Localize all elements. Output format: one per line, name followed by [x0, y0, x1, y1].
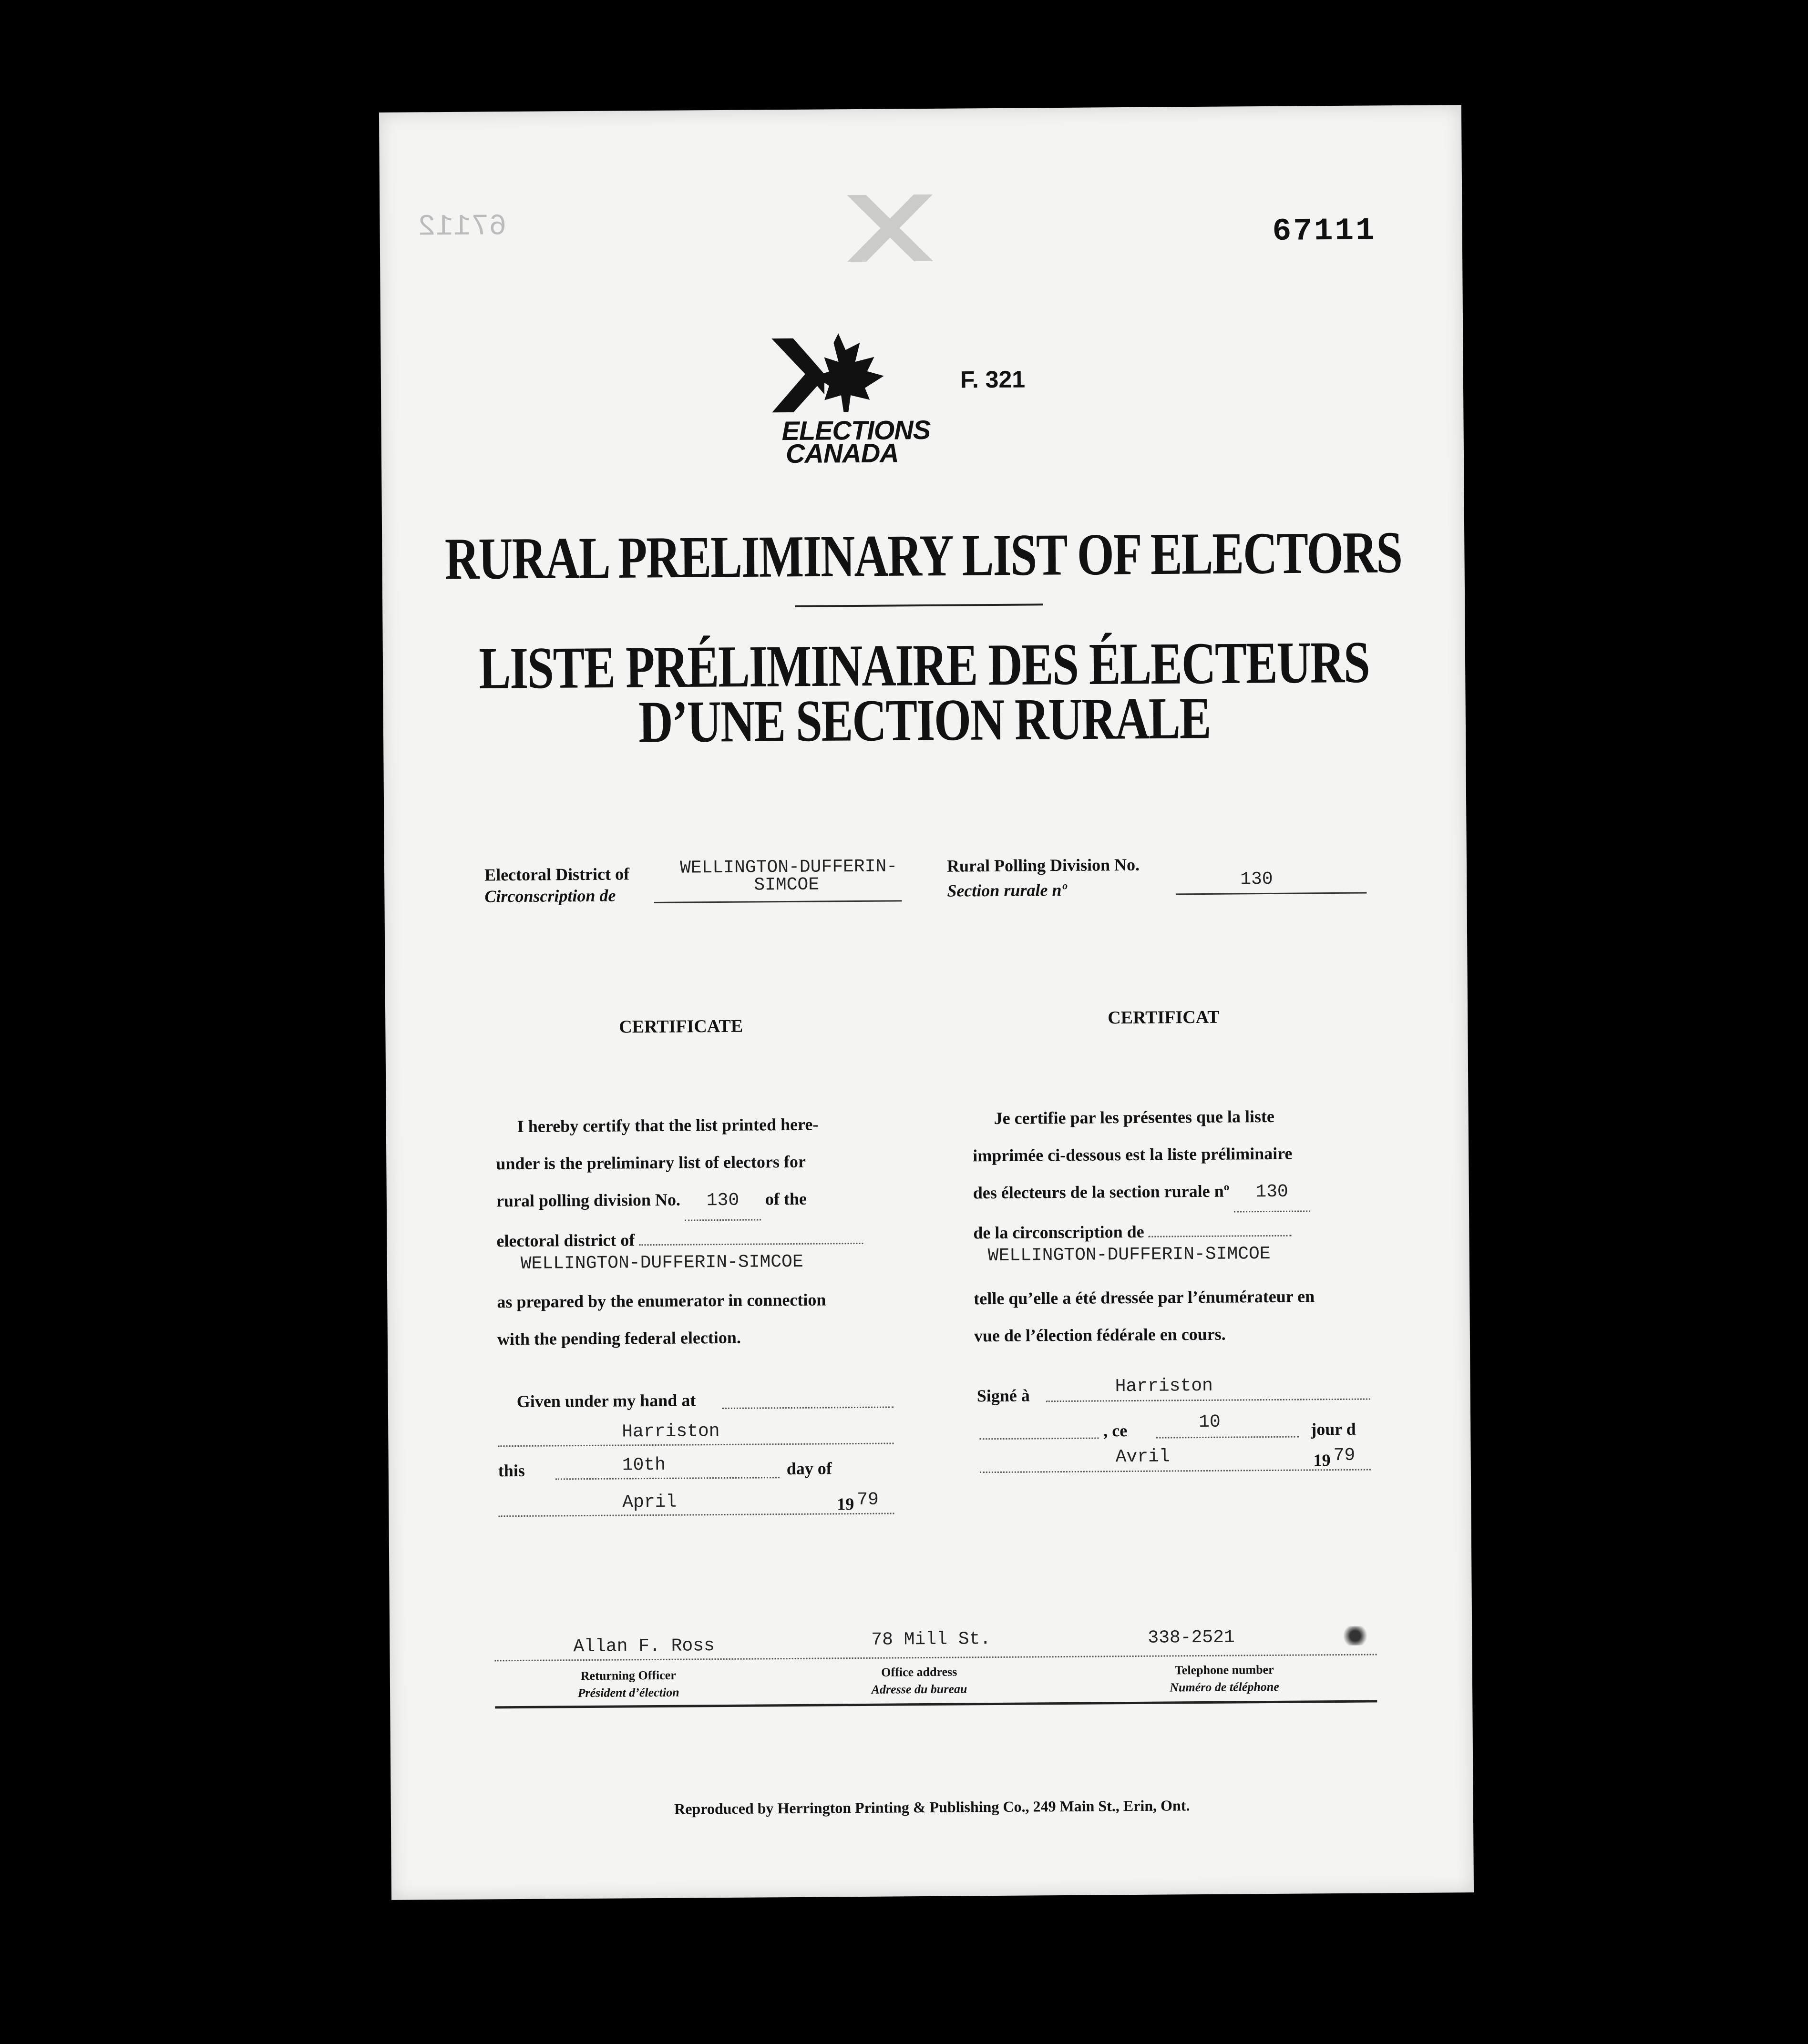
- printer-footer: Reproduced by Herrington Printing & Publishing Co., 249 Main St., Erin, Ont.: [674, 1797, 1190, 1818]
- phone-label-fr: Numéro de téléphone: [1170, 1679, 1279, 1695]
- year-dots-en: [498, 1513, 894, 1517]
- year-suffix-fr: 79: [1333, 1445, 1356, 1466]
- jour-label-fr: jour d: [1311, 1419, 1356, 1439]
- address-label: [838, 1663, 1000, 1698]
- cert-en-line-3: [496, 1179, 897, 1222]
- year-prefix-fr: 19: [1313, 1451, 1331, 1470]
- division-underline: [1176, 892, 1366, 895]
- this-label-en: this: [498, 1461, 525, 1481]
- district-underline: [654, 900, 902, 903]
- signed-dots-fr: [1046, 1399, 1370, 1402]
- ghost-serial-number: 67112: [418, 209, 507, 244]
- district-label-en: Electoral District of: [484, 864, 630, 885]
- cert-fr-line-2: imprimée ci-dessous est la liste préliminaire: [973, 1144, 1293, 1165]
- phone-label-en: Telephone number: [1174, 1662, 1274, 1677]
- given-place-en: Harriston: [622, 1421, 720, 1442]
- given-place-dots-en: [498, 1443, 894, 1447]
- day-of-label-en: day of: [786, 1459, 832, 1479]
- day-fr: 10: [1199, 1411, 1221, 1433]
- ink-smudge-icon: [1341, 1626, 1369, 1645]
- district-label-fr: Circonscription de: [484, 886, 616, 906]
- cert-en-district-dots: [639, 1243, 863, 1246]
- certificate-body-en: [496, 1105, 898, 1358]
- cert-en-district-label: electoral district of: [496, 1230, 635, 1251]
- year-dots-fr: [980, 1469, 1371, 1473]
- cert-fr-district-label: de la circonscription de: [973, 1222, 1144, 1243]
- cert-fr-line-1: Je certifie par les présentes que la liste: [994, 1106, 1275, 1128]
- form-number: F. 321: [960, 366, 1026, 393]
- division-label-fr: Section rurale nº: [947, 880, 1067, 900]
- day-en: 10th: [622, 1454, 666, 1476]
- cert-en-line-2: under is the preliminary list of electors for: [496, 1152, 806, 1174]
- year-prefix-en: 19: [837, 1494, 854, 1514]
- district-value-line-1: WELLINGTON-DUFFERIN-: [679, 856, 898, 879]
- officer-label: [547, 1666, 709, 1702]
- day-dots-fr-2: [1156, 1436, 1299, 1439]
- cert-fr-line-6: vue de l’élection fédérale en cours.: [974, 1324, 1226, 1346]
- division-value: 130: [1240, 869, 1273, 890]
- title-french-line-2: D’UNE SECTION RURALE: [638, 685, 1211, 756]
- officer-label-en: Returning Officer: [580, 1668, 676, 1683]
- cert-en-division-label: rural polling division No.: [496, 1190, 681, 1211]
- serial-number: 67111: [1272, 213, 1377, 249]
- certificate-heading-fr: CERTIFICAT: [1108, 1007, 1220, 1028]
- district-value-line-2: SIMCOE: [754, 874, 820, 896]
- day-dots-en: [555, 1477, 780, 1480]
- cert-fr-division: 130: [1233, 1173, 1310, 1212]
- logo-text: [781, 414, 931, 469]
- cert-fr-district: WELLINGTON-DUFFERIN-SIMCOE: [987, 1243, 1271, 1267]
- month-fr: Avril: [1115, 1446, 1170, 1468]
- certificate-heading-en: CERTIFICATE: [619, 1016, 743, 1037]
- elections-canada-logo-icon: [752, 328, 905, 424]
- cert-fr-division-label: des électeurs de la section rurale nº: [973, 1181, 1230, 1203]
- cert-en-line-5: as prepared by the enumerator in connection: [497, 1290, 826, 1312]
- title-english: RURAL PRELIMINARY LIST OF ELECTORS: [444, 519, 1402, 592]
- certificate-body-fr: [972, 1097, 1375, 1354]
- cert-en-division: 130: [685, 1182, 761, 1221]
- day-dots-fr-1: [979, 1437, 1099, 1440]
- year-suffix-en: 79: [857, 1489, 879, 1511]
- cert-fr-line-5: telle qu’elle a été dressée par l’énumérateur en: [974, 1287, 1315, 1308]
- address-label-fr: Adresse du bureau: [871, 1682, 967, 1697]
- officer-label-fr: Président d’élection: [577, 1685, 679, 1700]
- cert-fr-district-dots: [1149, 1235, 1292, 1237]
- signed-label-fr: Signé à: [976, 1386, 1030, 1406]
- title-divider: [795, 603, 1043, 607]
- office-address: 78 Mill St.: [871, 1629, 991, 1650]
- title-french-line-1: LISTE PRÉLIMINAIRE DES ÉLECTEURS: [479, 629, 1370, 702]
- cert-fr-line-3: [973, 1171, 1374, 1214]
- ghost-logo-icon: [837, 185, 943, 272]
- logo-line-1: ELECTIONS: [781, 414, 931, 446]
- given-dots-en: [722, 1407, 894, 1410]
- address-label-en: Office address: [881, 1665, 957, 1679]
- phone-number: 338-2521: [1148, 1627, 1235, 1648]
- cert-en-line-6: with the pending federal election.: [497, 1328, 741, 1349]
- division-label-en: Rural Polling Division No.: [946, 855, 1140, 876]
- signed-place-fr: Harriston: [1115, 1375, 1213, 1397]
- document-page: [379, 105, 1474, 1900]
- logo-line-2: CANADA: [785, 438, 899, 469]
- ce-label-fr: , ce: [1103, 1421, 1128, 1441]
- month-en: April: [622, 1492, 677, 1513]
- given-label-en: Given under my hand at: [516, 1390, 696, 1411]
- officer-name: Allan F. Ross: [573, 1635, 715, 1657]
- phone-label: [1134, 1661, 1315, 1697]
- cert-en-district: WELLINGTON-DUFFERIN-SIMCOE: [520, 1251, 803, 1274]
- cert-en-line-1: I hereby certify that the list printed here-: [517, 1114, 819, 1136]
- cert-en-of-the: of the: [765, 1189, 807, 1209]
